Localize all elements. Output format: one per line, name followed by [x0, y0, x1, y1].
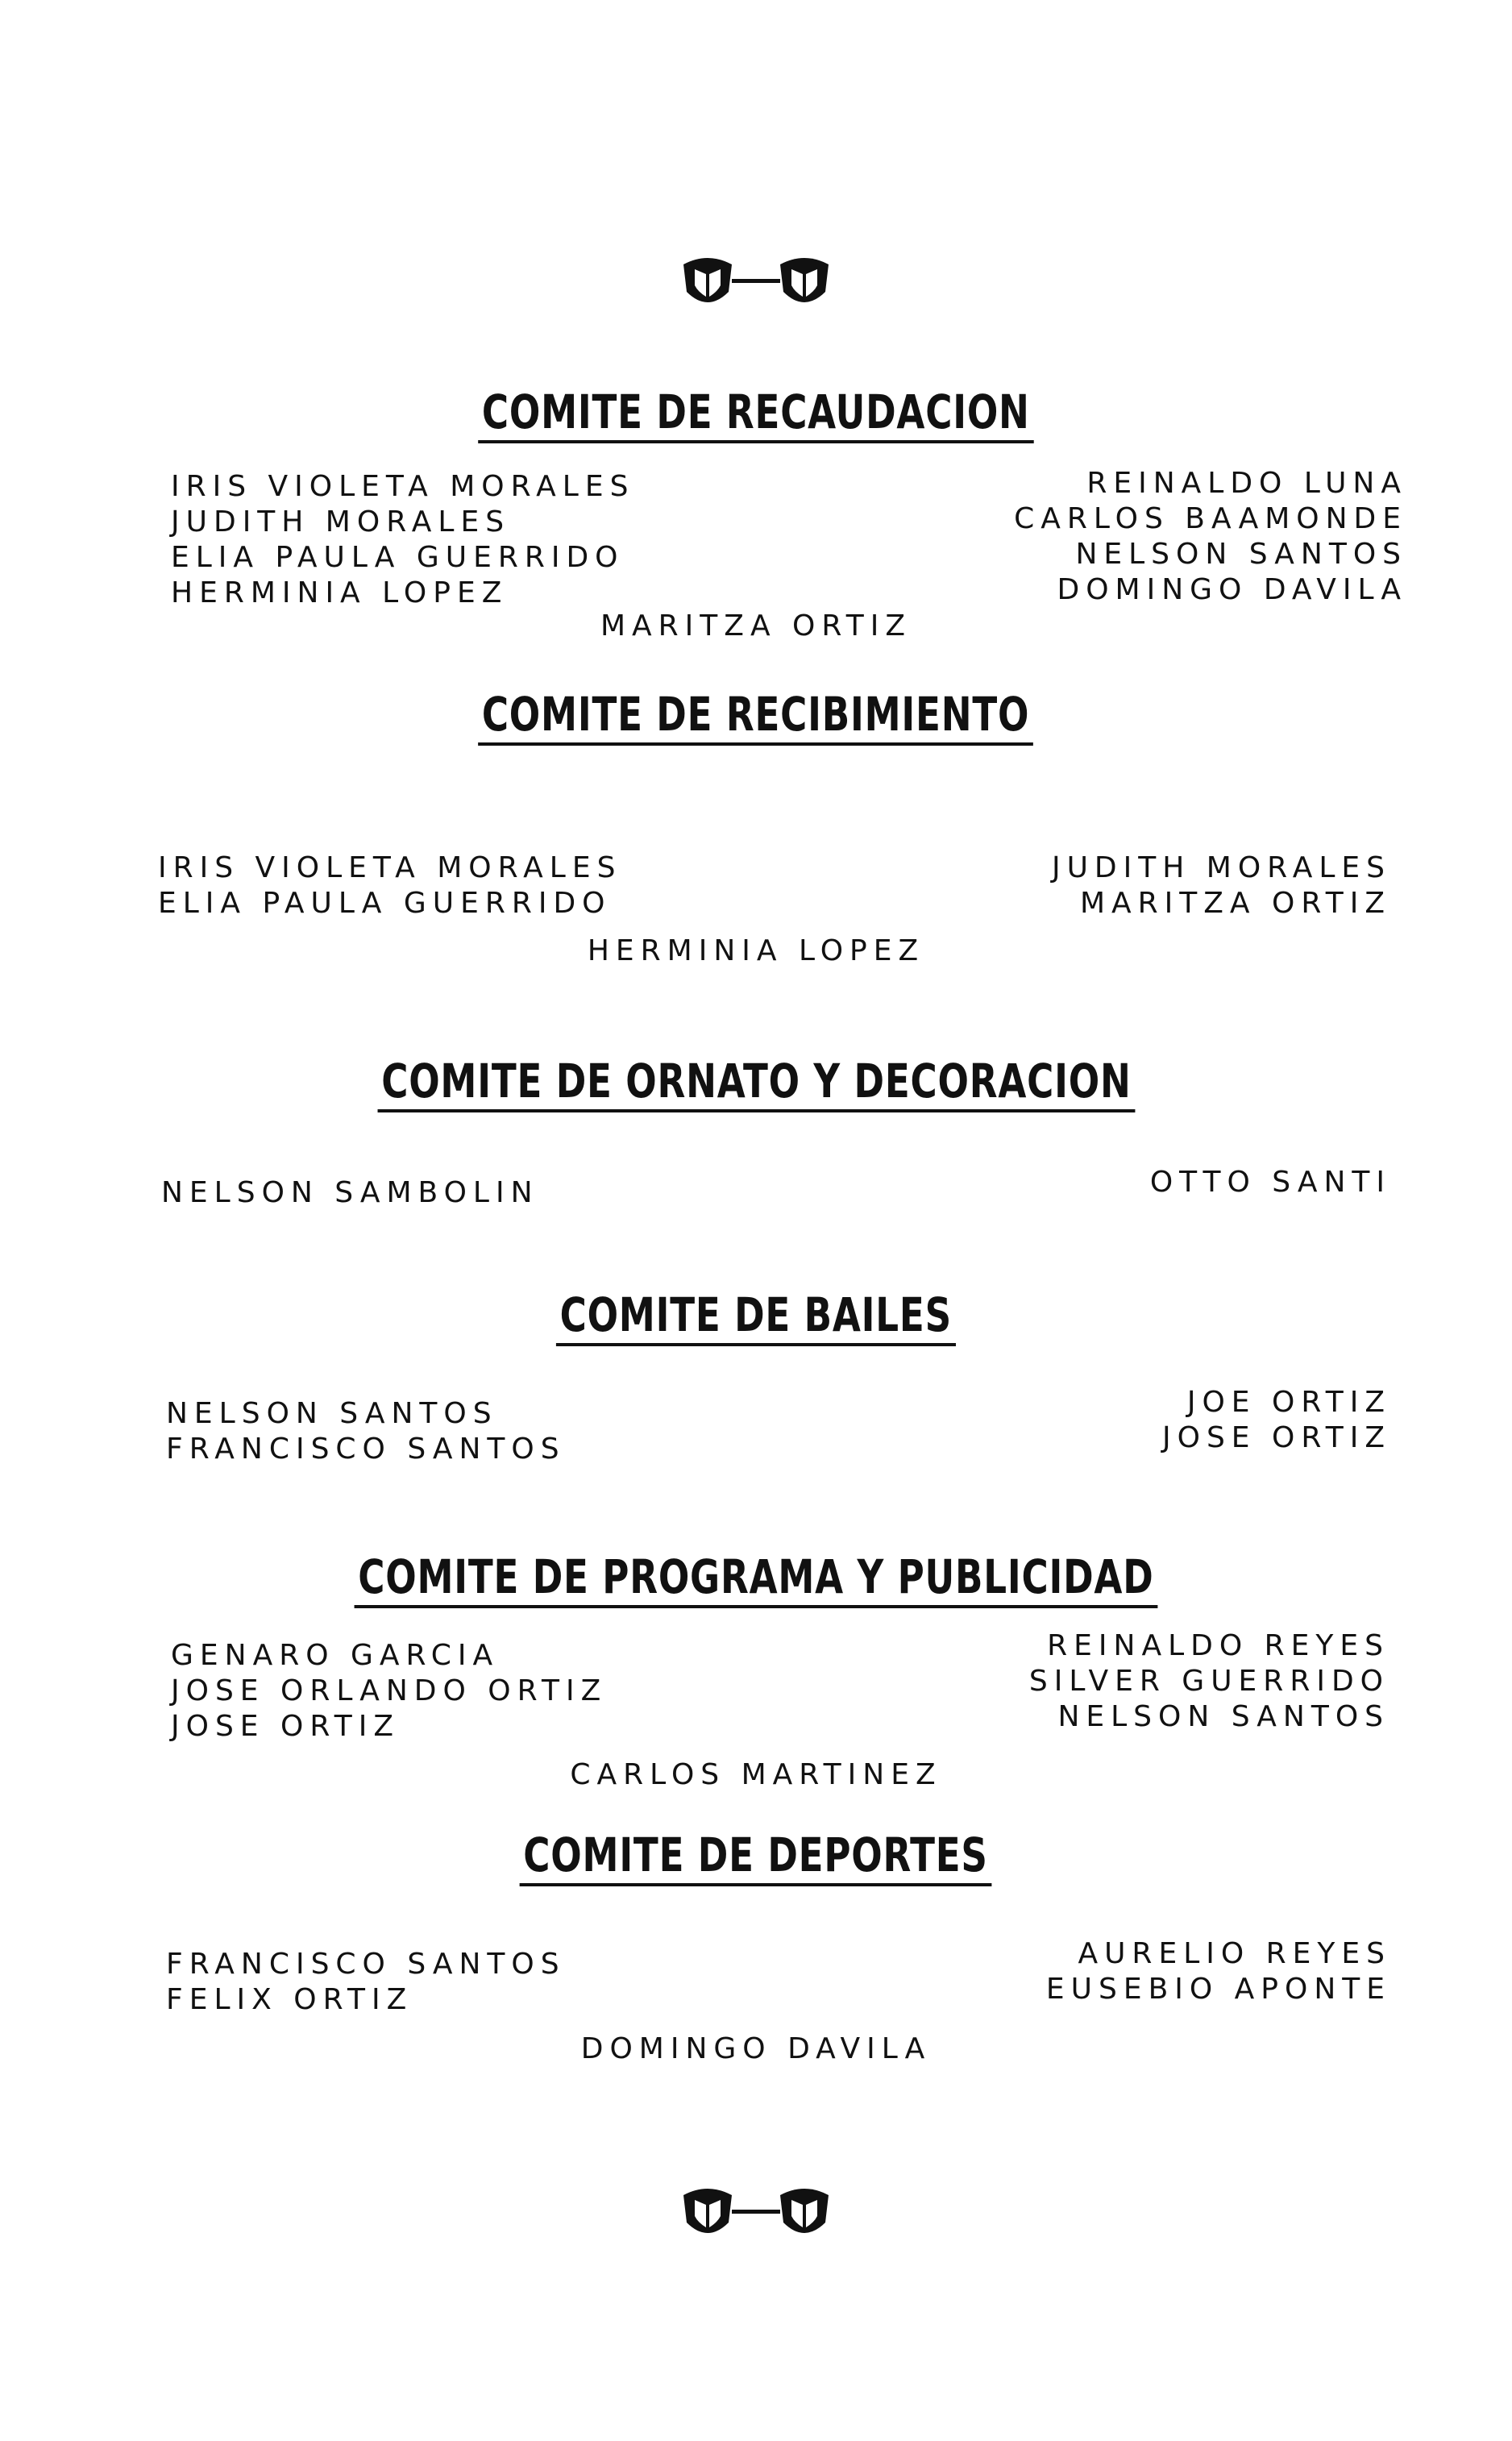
member-name: EUSEBIO APONTE [1045, 1973, 1391, 2006]
member-name: FRANCISCO SANTOS [166, 1433, 566, 1466]
member-name: NELSON SANTOS [166, 1397, 498, 1430]
member-name: ELIA PAULA GUERRIDO [158, 887, 612, 920]
member-list-right-recaudacion [1014, 466, 1407, 608]
section-title-recibimiento: COMITE DE RECIBIMIENTO [0, 689, 1512, 746]
member-name: IRIS VIOLETA MORALES [171, 470, 635, 503]
member-center-deportes: DOMINGO DAVILA [580, 2032, 932, 2065]
member-name: CARLOS BAAMONDE [1014, 502, 1407, 535]
member-name: NELSON SANTOS [1075, 538, 1407, 571]
member-name: MARITZA ORTIZ [1079, 887, 1391, 920]
member-center-recibimiento: HERMINIA LOPEZ [587, 934, 925, 967]
member-name: ELIA PAULA GUERRIDO [171, 541, 625, 574]
member-name: REINALDO REYES [1047, 1629, 1389, 1662]
member-name: FELIX ORTIZ [166, 1983, 413, 2016]
section-title-bailes: COMITE DE BAILES [0, 1290, 1512, 1346]
bottom-ornament-icon [0, 2181, 1512, 2245]
member-list-left-recaudacion [171, 469, 634, 611]
member-list-left-programa [171, 1638, 607, 1744]
member-list-left-ornato [161, 1175, 539, 1211]
member-name: JUDITH MORALES [1051, 851, 1391, 884]
section-title-recaudacion: COMITE DE RECAUDACION [0, 387, 1512, 443]
member-name: JOSE ORLANDO ORTIZ [171, 1674, 608, 1707]
member-list-right-deportes [1046, 1936, 1391, 2007]
member-list-right-ornato [1150, 1165, 1391, 1200]
member-name: GENARO GARCIA [171, 1639, 500, 1672]
member-list-left-deportes [166, 1947, 566, 2018]
member-name: AURELIO REYES [1078, 1937, 1391, 1970]
member-center-programa: CARLOS MARTINEZ [570, 1758, 942, 1791]
member-name: DOMINGO DAVILA [1057, 573, 1407, 606]
member-name: IRIS VIOLETA MORALES [158, 851, 622, 884]
member-name: NELSON SAMBOLIN [161, 1176, 539, 1209]
top-ornament-icon [0, 250, 1512, 314]
member-list-right-recibimiento [1052, 850, 1391, 921]
member-name: HERMINIA LOPEZ [171, 576, 509, 609]
member-list-left-recibimiento [158, 850, 621, 921]
member-name: FRANCISCO SANTOS [166, 1948, 566, 1981]
member-name: JOSE ORTIZ [171, 1710, 400, 1743]
section-title-deportes: COMITE DE DEPORTES [0, 1830, 1512, 1886]
member-name: NELSON SANTOS [1057, 1700, 1389, 1733]
member-list-right-bailes [1162, 1385, 1391, 1456]
section-title-ornato: COMITE DE ORNATO Y DECORACION [0, 1056, 1512, 1112]
member-name: JOE ORTIZ [1186, 1386, 1391, 1419]
member-name: REINALDO LUNA [1086, 467, 1407, 500]
member-center-recaudacion: MARITZA ORTIZ [600, 609, 912, 642]
member-name: JOSE ORTIZ [1162, 1421, 1391, 1454]
member-list-right-programa [1029, 1628, 1389, 1735]
member-name: SILVER GUERRIDO [1028, 1665, 1389, 1698]
member-name: OTTO SANTI [1149, 1166, 1391, 1199]
member-list-left-bailes [166, 1396, 566, 1467]
section-title-programa: COMITE DE PROGRAMA Y PUBLICIDAD [0, 1552, 1512, 1608]
member-name: JUDITH MORALES [171, 505, 511, 539]
